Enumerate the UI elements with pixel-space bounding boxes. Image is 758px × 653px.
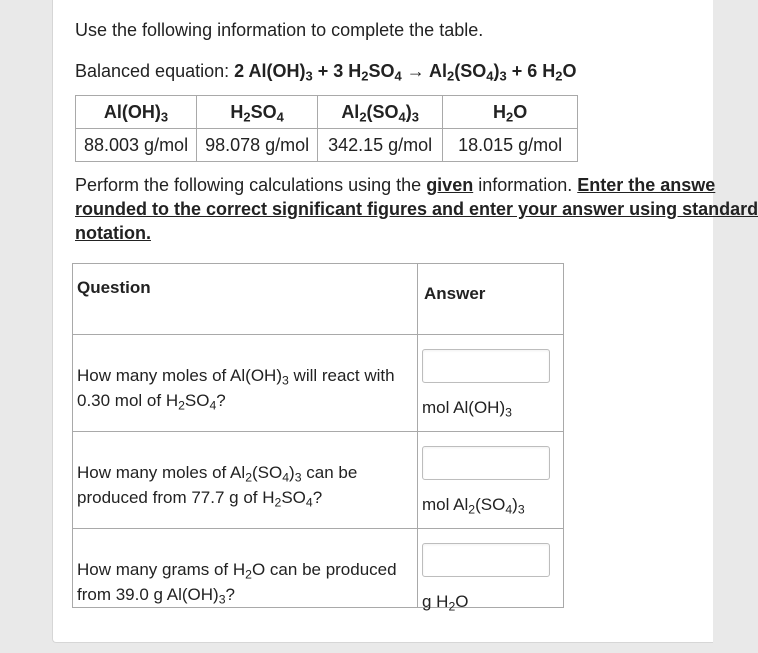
answer-unit: mol $Al_2(SO_4)_3$ <box>422 495 525 517</box>
header-al2so43: $Al_2(SO_4)_3$ <box>318 96 443 129</box>
balanced-equation <box>75 61 576 82</box>
question-text: How many grams of $H_2O$ can be produced from 39.0 g $Al(OH)_3$? <box>73 529 418 608</box>
answer-header: Answer <box>418 264 564 335</box>
equation-label: Balanced equation: <box>75 61 230 81</box>
molar-mass-header-row <box>76 96 578 129</box>
table-row <box>73 432 564 529</box>
answer-unit: mol $Al(OH)_3$ <box>422 398 512 420</box>
header-h2so4: $H_2SO_4$ <box>197 96 318 129</box>
calculation-instructions: Perform the following calculations using the given information. Enter the answe rounded to the correct significant figures and enter your answer using standard notation. <box>75 175 758 243</box>
answer-cell <box>418 529 564 614</box>
table-row <box>73 529 564 608</box>
given-emphasis: given <box>426 175 474 195</box>
header-h2o: $H_2O$ <box>443 96 578 129</box>
question-header: Question <box>73 264 418 335</box>
answer-input-grams-h2o[interactable] <box>422 543 550 577</box>
intro-text: Use the following information to complete the table. <box>75 20 484 40</box>
table-row <box>73 335 564 432</box>
molar-mass-aloh3: 88.003 g/mol <box>76 129 197 162</box>
question-text: How many moles of $Al_2(SO_4)_3$ can be produced from 77.7 g of $H_2SO_4$? <box>73 432 418 529</box>
answer-input-moles-al2so43[interactable] <box>422 446 550 480</box>
answer-cell <box>418 335 564 432</box>
molar-mass-al2so43: 342.15 g/mol <box>318 129 443 162</box>
molar-mass-value-row <box>76 129 578 162</box>
enter-answer-emphasis: Enter the answe <box>577 175 716 195</box>
question-answer-table <box>72 263 564 614</box>
qa-header-row <box>73 264 564 335</box>
header-aloh3: $Al(OH)_3$ <box>76 96 197 129</box>
molar-mass-h2so4: 98.078 g/mol <box>197 129 318 162</box>
answer-input-moles-aloh3[interactable] <box>422 349 550 383</box>
molar-mass-table <box>75 95 578 162</box>
equation-formula: 2 $Al(OH)_3 + 3$ $H_2SO_4 \to Al_2(SO_4)_3 + 6$ $H_2O$ <box>234 61 577 84</box>
question-text: How many moles of $Al(OH)_3$ will react with 0.30 mol of $H_2SO_4$? <box>73 335 418 432</box>
answer-unit: g $H_2O$ <box>422 592 469 614</box>
molar-mass-h2o: 18.015 g/mol <box>443 129 578 162</box>
answer-cell <box>418 432 564 529</box>
